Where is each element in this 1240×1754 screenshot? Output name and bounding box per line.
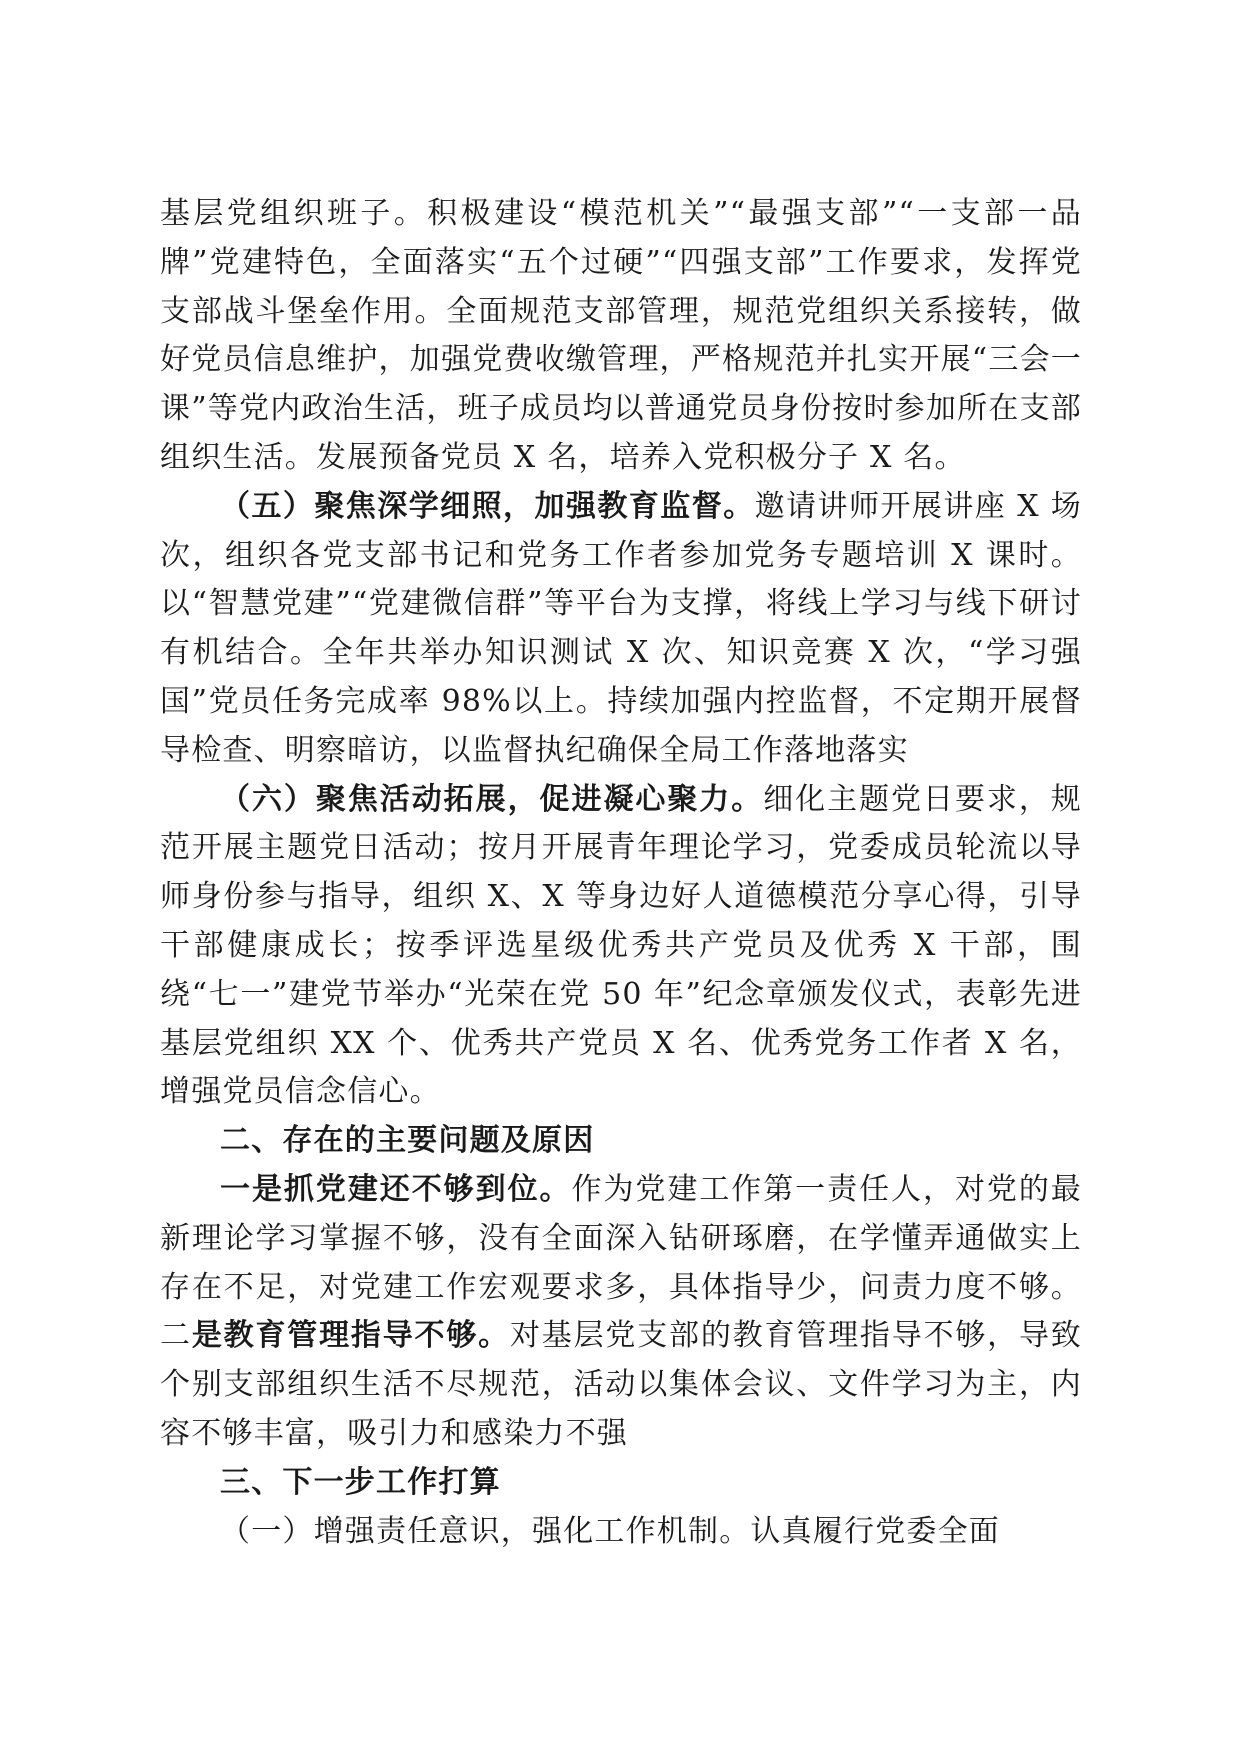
paragraph-body-6: 细化主题党日要求，规范开展主题党日活动；按月开展青年理论学习，党委成员轮流以导师身份参与指导，组织 X、X 等身边好人道德模范分享心得，引导干部健康成长；按季评选星级优秀共产党员及优秀 X 干部，围绕“七一”建党节举办“光荣在党 50 年”纪念章颁发仪式，表彰先进基层党组织 XX 个、优秀共产党员 X 名、优秀党务工作者 X 名，增强党员信念信心。 <box>160 781 1083 1110</box>
paragraph-lead-6: （六）聚焦活动拓展，促进凝心聚力。 <box>220 781 764 817</box>
paragraph-lead-5: （五）聚焦深学细照，加强教育监督。 <box>220 488 755 524</box>
problem-body-2: 对基层党支部的教育管理指导不够，导致个别支部组织生活不尽规范，活动以集体会议、文件学习为主，内容不够丰富，吸引力和感染力不强 <box>160 1318 1083 1451</box>
paragraph-problems <box>160 1166 1082 1459</box>
paragraph-activity-expansion <box>160 776 1082 1118</box>
paragraph-education-supervision <box>160 483 1082 776</box>
problem-body-1: 作为党建工作第一责任人，对党的最新理论学习掌握不够，没有全面深入钻研琢磨，在学懂弄通做实上存在不足，对党建工作宏观要求多，具体指导少，问责力度不够。二 <box>160 1171 1083 1354</box>
paragraph-body-5: 邀请讲师开展讲座 X 场次，组织各党支部书记和党务工作者参加党务专题培训 X 课时。以“智慧党建”“党建微信群”等平台为支撑，将线上学习与线下研讨有机结合。全年共举办知识测试 X 次、知识竞赛 X 次，“学习强国”党员任务完成率 98%以上。持续加强内控监督，不定期开展督导检查、明察暗访，以监督执纪确保全局工作落地落实 <box>160 488 1082 768</box>
section-heading-next-steps: 三、下一步工作打算 <box>220 1464 501 1500</box>
document-body <box>160 190 1082 1556</box>
problem-lead-1: 一是抓党建还不够到位。 <box>220 1171 572 1207</box>
paragraph-party-organization: 基层党组织班子。积极建设“模范机关”“最强支部”“一支部一品牌”党建特色，全面落实“五个过硬”“四强支部”工作要求，发挥党支部战斗堡垒作用。全面规范支部管理，规范党组织关系接转，做好党员信息维护，加强党费收缴管理，严格规范并扎实开展“三会一课”等党内政治生活，班子成员均以普通党员身份按时参加所在支部组织生活。发展预备党员 X 名，培养入党积极分子 X 名。 <box>160 196 1082 475</box>
problem-lead-2: 是教育管理指导不够。 <box>191 1318 510 1354</box>
section-heading-problems: 二、存在的主要问题及原因 <box>220 1123 595 1159</box>
paragraph-next-steps: （一）增强责任意识，强化工作机制。认真履行党委全面 <box>220 1513 1000 1549</box>
